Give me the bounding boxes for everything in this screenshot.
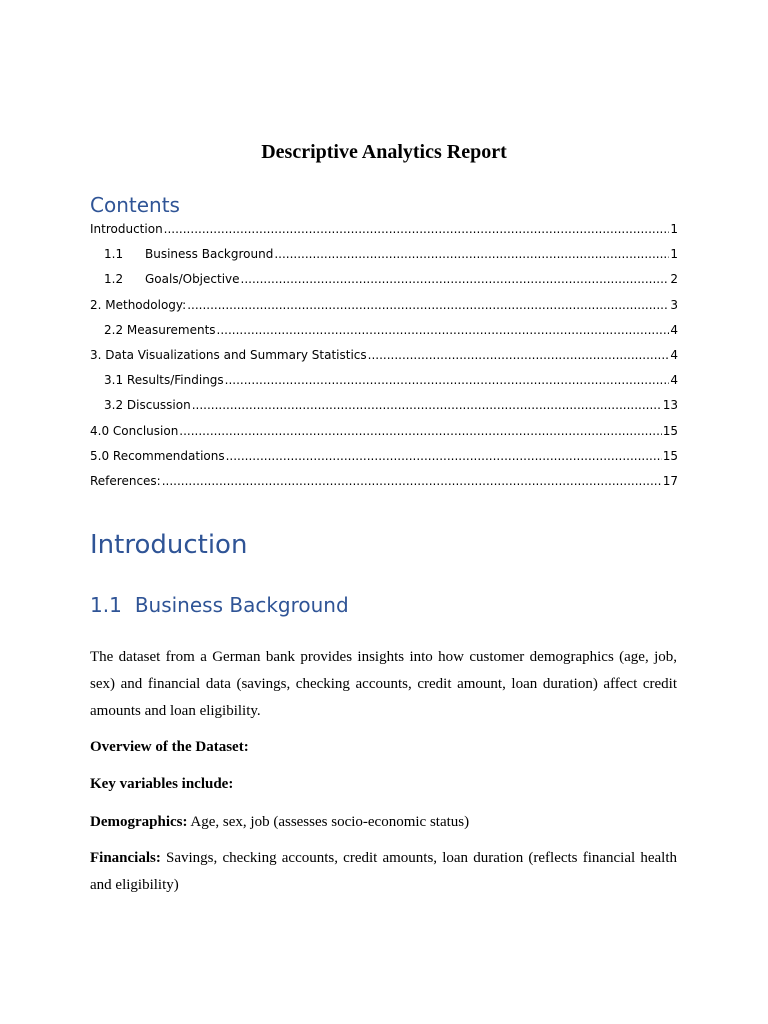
toc-leader-dots xyxy=(164,220,670,238)
toc-entry-page: 4 xyxy=(670,347,678,362)
toc-entry-discussion[interactable] xyxy=(90,396,678,421)
financials-label: Financials: xyxy=(90,850,161,866)
toc-entry-label: 5.0 Recommendations xyxy=(90,448,225,463)
toc-entry-label: 3.1 Results/Findings xyxy=(104,373,224,388)
toc-leader-dots xyxy=(368,346,670,364)
toc-entry-number: 1.1 xyxy=(104,247,124,262)
toc-entry-page: 17 xyxy=(662,473,678,488)
toc-entry-label: 3. Data Visualizations and Summary Statistics xyxy=(90,347,367,362)
toc-leader-dots xyxy=(162,472,662,490)
toc-entry-page: 4 xyxy=(670,373,678,388)
demographics-text: Age, sex, job (assesses socio-economic status) xyxy=(187,814,470,830)
toc-entry-page: 4 xyxy=(670,322,678,337)
toc-leader-dots xyxy=(187,296,669,314)
demographics-paragraph xyxy=(90,809,677,836)
toc-leader-dots xyxy=(226,447,662,465)
toc-entry-measurements[interactable] xyxy=(90,321,678,346)
toc-entry-label: References: xyxy=(90,473,161,488)
toc-entry-label: 4.0 Conclusion xyxy=(90,423,179,438)
toc-leader-dots xyxy=(179,422,661,440)
toc-entry-references[interactable] xyxy=(90,472,678,497)
section-heading-introduction: Introduction xyxy=(90,530,248,560)
toc-entry-data-visualizations[interactable] xyxy=(90,346,678,371)
subsection-title: Business Background xyxy=(134,593,349,617)
financials-paragraph xyxy=(90,845,677,899)
toc-entry-methodology[interactable] xyxy=(90,296,678,321)
overview-label: Overview of the Dataset: xyxy=(90,739,249,755)
toc-entry-label: 2.2 Measurements xyxy=(104,322,216,337)
toc-entry-page: 3 xyxy=(670,297,678,312)
demographics-label: Demographics: xyxy=(90,814,188,830)
toc-entry-goals-objective[interactable] xyxy=(90,270,678,295)
subsection-heading xyxy=(90,593,349,617)
financials-text: Savings, checking accounts, credit amounts, loan duration (reflects financial health and eligibility) xyxy=(90,850,677,893)
toc-entry-conclusion[interactable] xyxy=(90,422,678,447)
intro-paragraph: The dataset from a German bank provides insights into how customer demographics (age, job, sex) and financial data (savings, checking accounts, credit amount, loan duration) affect credit amounts and loan eligibility. xyxy=(90,649,677,719)
toc-entry-recommendations[interactable] xyxy=(90,447,678,472)
toc-heading: Contents xyxy=(90,193,180,217)
table-of-contents xyxy=(90,220,678,497)
toc-entry-label: Goals/Objective xyxy=(145,272,240,287)
document-title: Descriptive Analytics Report xyxy=(261,141,507,163)
key-variables-label: Key variables include: xyxy=(90,776,234,792)
toc-leader-dots xyxy=(217,321,670,339)
toc-entry-results-findings[interactable] xyxy=(90,371,678,396)
toc-leader-dots xyxy=(241,270,670,288)
toc-entry-page: 2 xyxy=(670,272,678,287)
toc-leader-dots xyxy=(274,245,669,263)
toc-entry-page: 1 xyxy=(670,222,678,236)
toc-entry-label: Business Background xyxy=(145,247,274,262)
toc-entry-page: 1 xyxy=(670,247,678,262)
toc-entry-page: 15 xyxy=(662,448,678,463)
toc-entry-page: 15 xyxy=(662,423,678,438)
toc-entry-label: 2. Methodology: xyxy=(90,297,187,312)
toc-entry-label: 3.2 Discussion xyxy=(104,398,191,413)
toc-entry-number: 1.2 xyxy=(104,272,124,287)
toc-leader-dots xyxy=(225,371,670,389)
toc-entry-introduction[interactable] xyxy=(90,220,678,245)
toc-entry-business-background[interactable] xyxy=(90,245,678,270)
subsection-number: 1.1 xyxy=(90,593,122,617)
toc-entry-label: Introduction xyxy=(90,222,163,236)
toc-entry-page: 13 xyxy=(662,398,678,413)
toc-leader-dots xyxy=(192,396,662,414)
